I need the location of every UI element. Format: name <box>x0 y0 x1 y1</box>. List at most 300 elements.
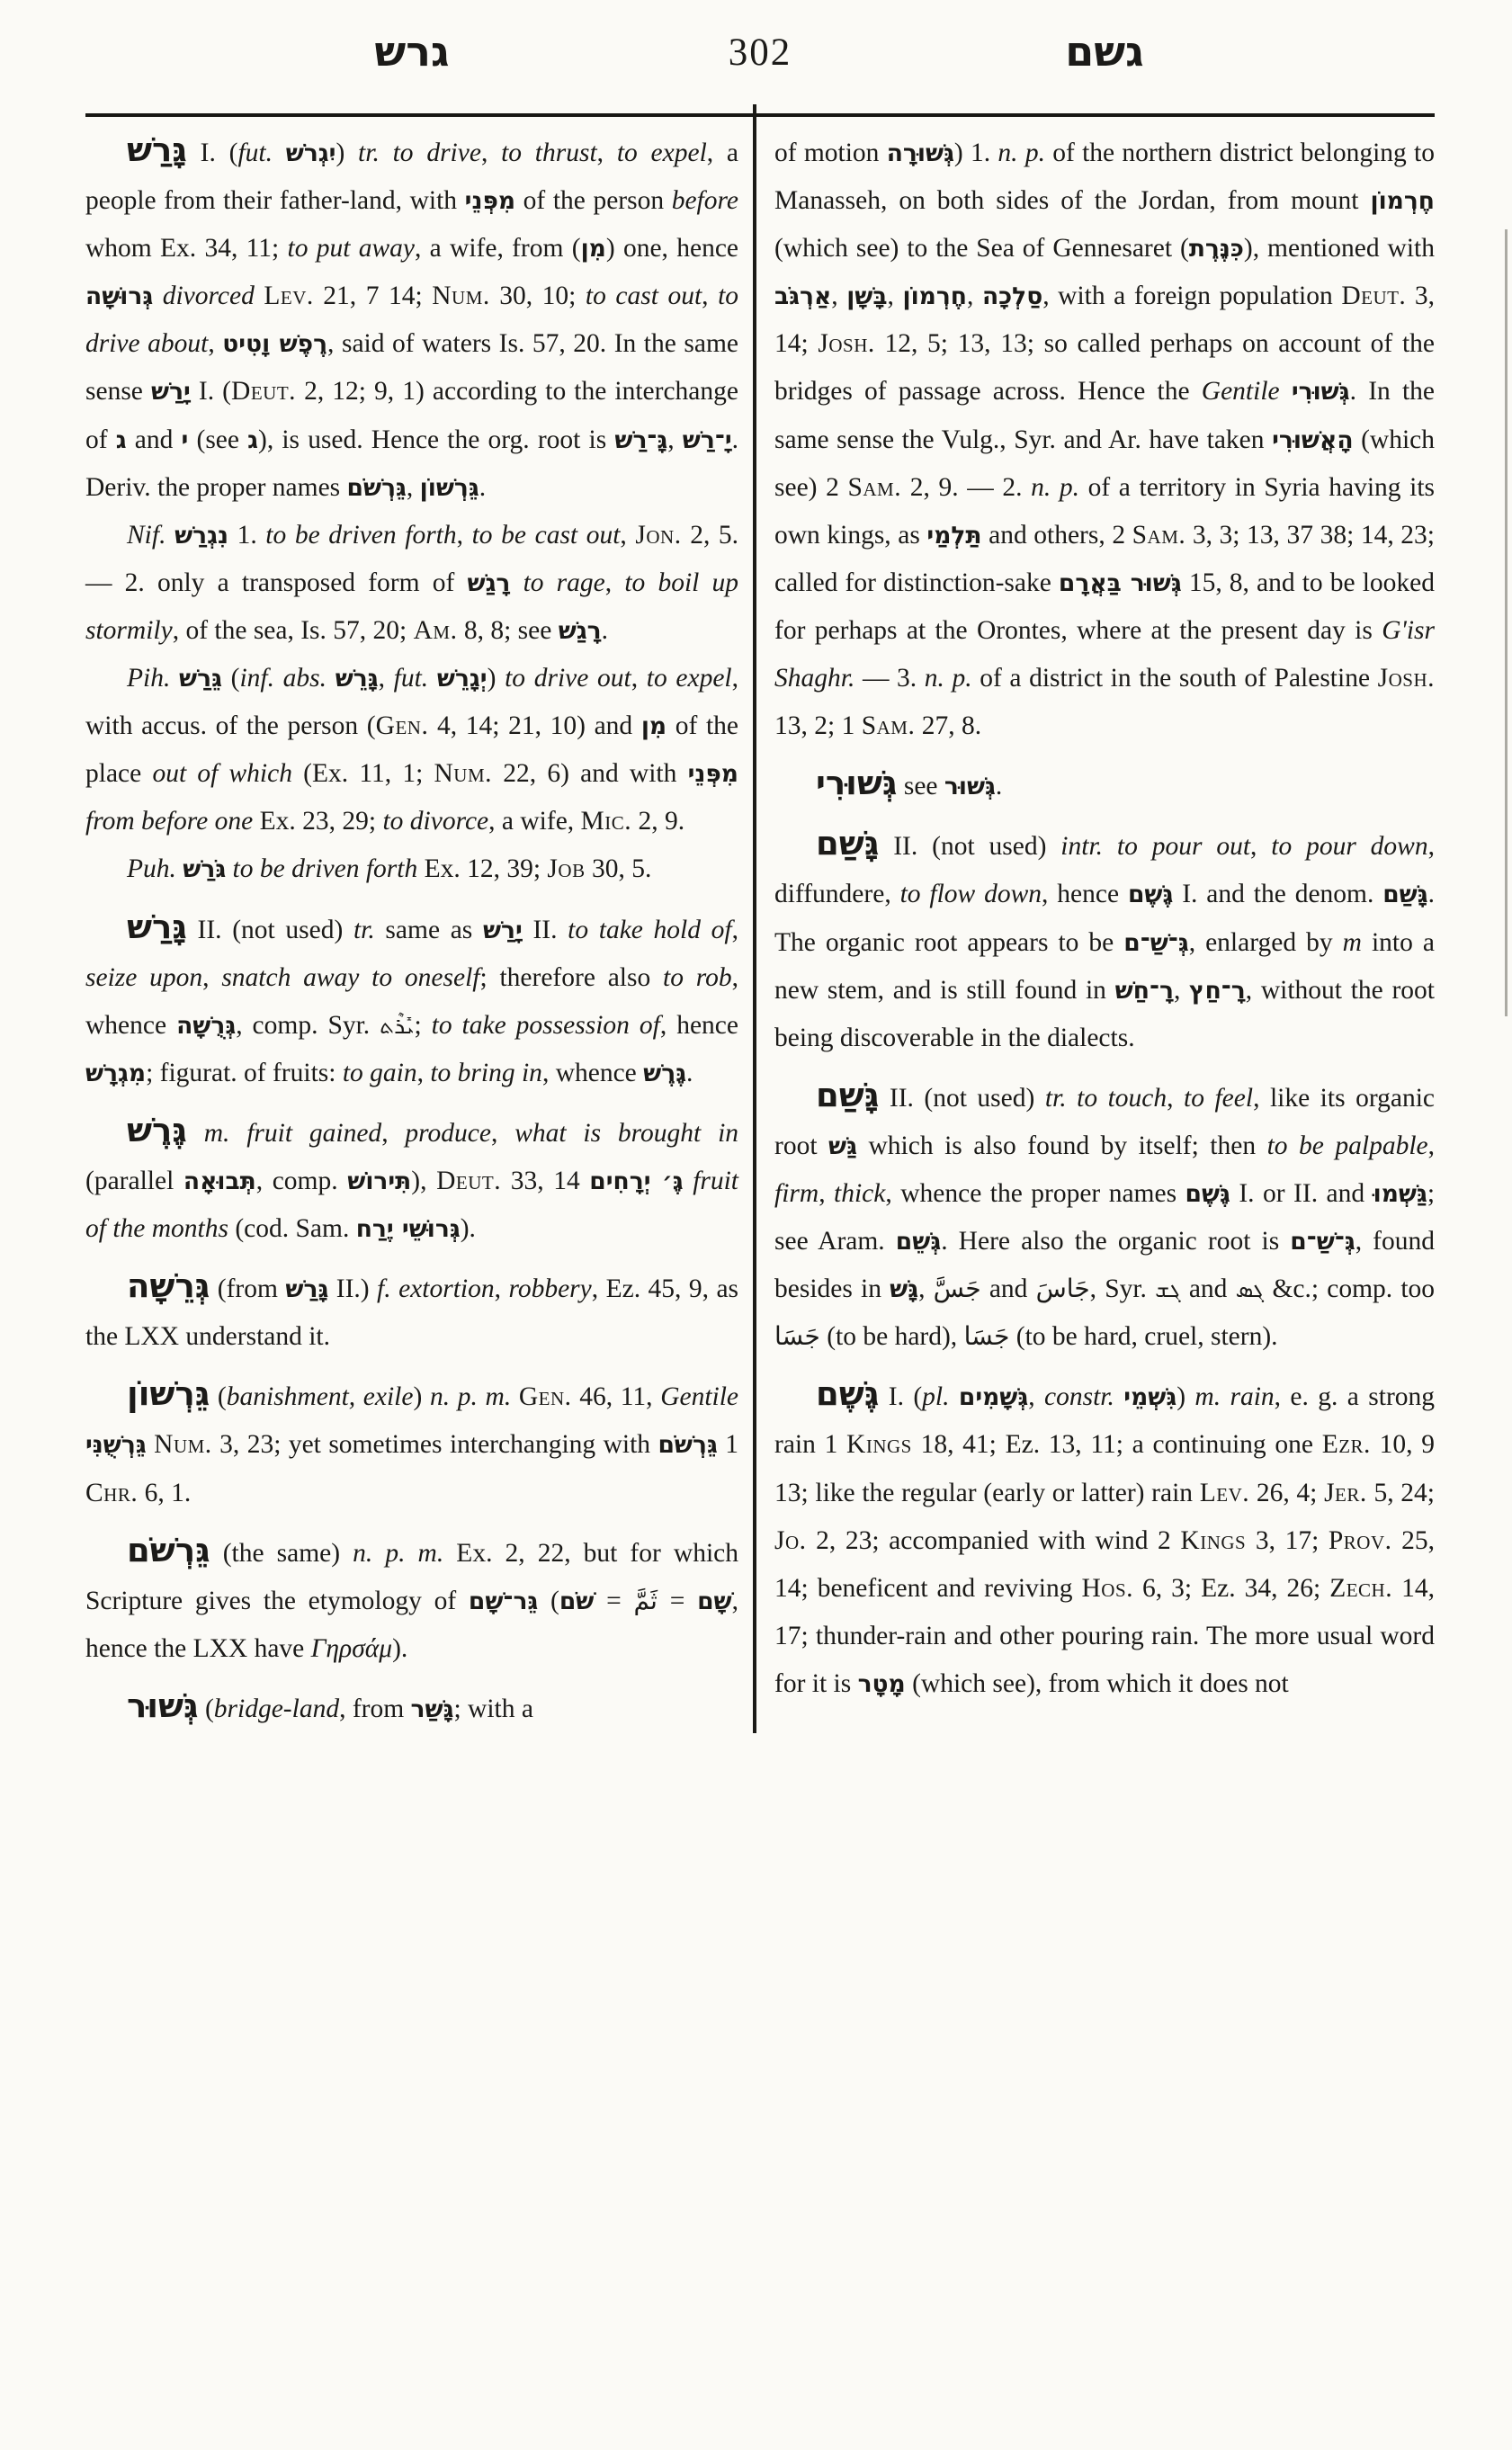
italic-text: n. p. m. <box>353 1538 444 1568</box>
hebrew-word: גָּשַׁר <box>410 1694 454 1723</box>
italic-text: n. p. <box>924 664 972 693</box>
text: which is also found by itself; then <box>856 1131 1267 1160</box>
hebrew-word: גֵּר־שָׁם <box>468 1587 539 1615</box>
hebrew-word: גֵּרְשֻׁנִּי <box>85 1431 147 1460</box>
paragraph <box>774 130 1435 750</box>
book-abbrev: Jon. <box>635 520 682 550</box>
italic-text: Nif. <box>127 520 166 550</box>
text: of the northern district belonging to Manasseh, on both sides of the Jordan, from mount <box>774 139 1436 216</box>
italic-text: m <box>1342 927 1362 957</box>
hebrew-word: שֹׁם <box>559 1587 595 1615</box>
text: . In the same sense the Vulg., Syr. and Ar. have taken <box>774 377 1435 454</box>
italic-text: tr. to touch <box>1044 1083 1168 1113</box>
headword-hebrew: גְּשׁוּר <box>127 1685 199 1725</box>
text <box>327 664 336 693</box>
book-abbrev: Deut. <box>436 1166 502 1195</box>
hebrew-word: גֵּרַשׁ <box>179 665 222 693</box>
italic-text: to drive out <box>505 664 631 693</box>
text: and <box>126 425 182 454</box>
italic-text: Pih. <box>127 664 171 693</box>
header-keyword-left: גרש <box>374 27 450 76</box>
text: 30, 5. <box>585 854 652 884</box>
hebrew-word: ג <box>115 425 127 454</box>
text: , diffundere, <box>774 832 1435 909</box>
hebrew-word: גְּשׁוּרָה <box>886 139 954 167</box>
italic-text: to take possession of <box>431 1010 660 1040</box>
headword-hebrew: גְּרֵשָׁה <box>127 1266 210 1306</box>
hebrew-word: תַּלְמַי <box>926 521 982 550</box>
text: , <box>381 1118 406 1148</box>
headword-hebrew: גָּרַשׁ <box>127 907 187 946</box>
italic-text: what is brought in <box>514 1118 739 1148</box>
text: 2, 5. — 2. only a transposed form of <box>85 520 739 597</box>
book-abbrev: Jer. <box>1324 1478 1367 1507</box>
text: , Ez. 45, 9, as the LXX understand it. <box>85 1274 739 1352</box>
text: , Syr. <box>1089 1274 1156 1304</box>
hebrew-word: גַּשְׁמוּ <box>1373 1179 1427 1208</box>
text: , <box>406 472 420 502</box>
hebrew-word: מִגְרָשׁ <box>85 1059 147 1087</box>
text: — 3. <box>854 664 925 693</box>
italic-text: to be driven forth <box>265 520 457 550</box>
paragraph <box>85 845 738 893</box>
text: (which see) to the Sea of Gennesaret ( <box>774 234 1189 264</box>
text: , whence the proper names <box>885 1178 1185 1208</box>
text: , <box>831 282 847 311</box>
italic-text: to be palpable <box>1266 1131 1428 1160</box>
text: , <box>456 520 472 550</box>
text: (which see) 2 <box>774 425 1435 502</box>
hebrew-word: נִגְרַשׁ <box>174 521 228 550</box>
headword-hebrew: גֶּשֶׁם <box>816 1374 880 1414</box>
headword-hebrew: גְּשׁוּרִי <box>816 764 898 803</box>
text: ) <box>1176 1382 1195 1412</box>
text: 33, 14 <box>501 1166 590 1195</box>
text: 22, 6) and with <box>492 759 688 789</box>
hebrew-word: גְּ־שַׁ־ם <box>1123 928 1189 957</box>
text: 3, 17; <box>1246 1525 1329 1555</box>
hebrew-word: כִּנֶּרֶת <box>1188 235 1244 264</box>
page-number: 302 <box>728 31 792 74</box>
headword-hebrew: גֶּרֶשׁ <box>127 1110 187 1149</box>
text: , <box>378 664 394 693</box>
text: 30, 10; <box>489 282 586 311</box>
italic-text: n. p. <box>1031 472 1079 502</box>
text: 18, 41; Ez. 13, 11; a continuing one <box>911 1430 1322 1460</box>
book-abbrev: Num. <box>434 759 493 789</box>
hebrew-word: יְגָרֵשׁ <box>436 665 488 693</box>
page-content <box>85 0 1435 1733</box>
text <box>511 1382 519 1411</box>
hebrew-word: מִפְּנֵי <box>687 760 738 789</box>
hebrew-word: גָּרַשׁ <box>285 1275 329 1304</box>
italic-text: m. fruit gained <box>203 1118 382 1148</box>
entry-paragraph <box>774 823 1435 1061</box>
paragraph <box>85 512 738 655</box>
text: 3, 14; <box>774 282 1435 359</box>
text: (from <box>210 1274 286 1304</box>
text: 6, 1. <box>138 1478 192 1507</box>
text: ), mentioned with <box>1243 234 1435 264</box>
entry-paragraph <box>85 907 738 1097</box>
text: see <box>897 772 944 801</box>
text: , hence the LXX have <box>85 1586 738 1663</box>
text: ; therefore also <box>479 962 664 992</box>
text: ). <box>460 1214 476 1244</box>
headword-hebrew: גָּשַׁם <box>816 824 880 863</box>
text: , <box>967 282 982 311</box>
text: 1. <box>228 520 266 550</box>
text: 15, 8, and to be looked for perhaps at the Orontes, where at the present day is <box>774 568 1435 645</box>
italic-text: G'isr Shaghr. <box>774 615 1435 693</box>
text: , <box>731 915 738 944</box>
italic-text: fut. <box>237 139 273 167</box>
text: , <box>1250 832 1272 862</box>
text: 10, 9 13; like the regular (early or latter) rain <box>774 1430 1435 1507</box>
text: II. <box>522 915 568 944</box>
text: . <box>686 1058 693 1087</box>
hebrew-word: מִן <box>640 712 667 741</box>
book-abbrev: Josh. <box>818 329 875 359</box>
italic-text: Gentile <box>1201 377 1280 407</box>
book-abbrev: Lev. <box>1199 1478 1250 1507</box>
text: Ex. 12, 39; <box>417 854 548 884</box>
text: ( <box>198 1694 214 1723</box>
arabic-word: جَسَّ <box>933 1274 981 1304</box>
text: same as <box>374 915 483 944</box>
text: (to be hard), <box>819 1322 964 1352</box>
italic-text: banishment, exile <box>226 1382 414 1412</box>
hebrew-word: גֵּרְשֹׁם <box>658 1431 718 1460</box>
syriac-word: ܓܫ <box>1155 1276 1181 1303</box>
paragraph <box>85 655 738 845</box>
text: I. ( <box>190 377 232 407</box>
text: ; see Aram. <box>774 1178 1436 1256</box>
italic-text: Puh. <box>127 854 176 884</box>
text: of a territory in Syria having its own kings, as <box>774 472 1436 550</box>
text: , <box>631 664 647 693</box>
italic-text: constr. <box>1044 1382 1114 1412</box>
hebrew-word: אַרְגֹּב <box>774 282 832 311</box>
text: , found besides in <box>774 1227 1435 1304</box>
text: I. ( <box>186 139 238 167</box>
text: , of the sea, Is. 57, 20; <box>172 615 414 645</box>
text: , with a foreign population <box>1042 282 1342 311</box>
italic-text: to cast out <box>585 282 702 311</box>
italic-text: to boil up stormily <box>85 568 739 645</box>
text: (parallel <box>85 1166 183 1195</box>
headword-hebrew: גֵּרְשֹׁם <box>127 1530 210 1569</box>
entry-paragraph <box>85 1530 738 1673</box>
hebrew-word: גְּרוּשֵׁי יֶרַח <box>355 1215 461 1244</box>
text <box>187 1119 204 1148</box>
hebrew-word: יָרַשׁ <box>150 378 191 407</box>
text <box>170 664 179 693</box>
hebrew-word: תְּבוּאָה <box>183 1167 256 1195</box>
text-columns <box>85 117 1435 1733</box>
page-header <box>85 0 1435 113</box>
text <box>226 854 232 883</box>
text: , <box>494 1274 509 1304</box>
italic-text: snatch away to oneself <box>221 962 480 992</box>
text <box>510 568 523 597</box>
text: , with accus. of the person ( <box>85 664 738 741</box>
hebrew-word: גֶּשֶׁם <box>1185 1179 1230 1208</box>
text: ( <box>538 1586 559 1615</box>
book-abbrev: Kings <box>846 1430 912 1460</box>
hebrew-word: גֹּרַשׁ <box>183 855 227 884</box>
italic-text: to pour down <box>1271 832 1428 862</box>
book-abbrev: Hos. <box>1081 1573 1134 1603</box>
text: 1 <box>717 1430 739 1460</box>
text: , <box>1167 1083 1185 1113</box>
text: 3, 23; yet sometimes interchanging with <box>211 1430 658 1460</box>
syriac-word: ܓܣ <box>1235 1276 1265 1303</box>
text <box>949 1382 958 1411</box>
hebrew-word: גְּשׁוּר בַּאֲרָם <box>1058 568 1182 597</box>
book-abbrev: Gen. <box>518 1382 572 1412</box>
entry-paragraph <box>85 1685 738 1733</box>
italic-text: intr. to pour out <box>1060 832 1251 862</box>
text: 21, 7 14; <box>313 282 433 311</box>
text: 27, 8. <box>915 711 982 741</box>
text: of the place <box>85 711 738 789</box>
text: ) one, hence <box>605 234 738 264</box>
text: , <box>1028 1382 1045 1412</box>
arabic-word: جَسَا <box>774 1321 820 1352</box>
text: ) <box>487 664 505 693</box>
italic-text: to be driven forth <box>232 854 418 884</box>
text: ( <box>210 1382 227 1412</box>
text: 46, 11, <box>571 1382 661 1412</box>
book-abbrev: Gen. <box>375 711 429 741</box>
hebrew-word: גָּרֵשׁ <box>335 665 379 693</box>
text: ). <box>392 1633 408 1663</box>
italic-text: Gentile <box>660 1382 739 1412</box>
text: , whence <box>541 1058 644 1087</box>
text <box>147 1430 154 1459</box>
italic-text: to take hold of <box>568 915 732 944</box>
book-abbrev: Sam. <box>1132 520 1186 550</box>
hebrew-word: גֶּרֶשׁ <box>643 1059 687 1087</box>
text: ; <box>414 1010 432 1040</box>
text: , <box>604 568 625 597</box>
text: , <box>702 282 719 311</box>
text: and others, 2 <box>981 520 1132 550</box>
syriac-word: ܝܺܪܶܬ <box>380 1012 415 1039</box>
book-abbrev: Sam. <box>861 711 916 741</box>
text: , <box>1173 975 1190 1005</box>
text: , <box>918 1274 934 1304</box>
text: 5, 24; <box>1366 1478 1435 1507</box>
italic-text: f. extortion <box>377 1274 495 1304</box>
hebrew-word: ג <box>247 425 258 454</box>
text <box>1221 1382 1230 1411</box>
text: ) <box>336 139 359 167</box>
text: . <box>601 615 608 645</box>
text: (Ex. 11, 1; <box>291 759 434 789</box>
right-column <box>774 130 1435 1733</box>
italic-text: robbery <box>508 1274 592 1304</box>
text: 13, 2; 1 <box>774 711 862 741</box>
entry-paragraph <box>774 1373 1435 1708</box>
headword-hebrew: גָּרַשׁ <box>127 130 187 169</box>
text: , <box>1427 1131 1435 1160</box>
text: ), <box>411 1166 437 1195</box>
book-abbrev: Num. <box>432 282 490 311</box>
hebrew-word: יִגְרֹשׁ <box>285 139 336 167</box>
italic-text: from before one <box>85 807 254 836</box>
hebrew-word: יָ־רַשׁ <box>682 425 732 454</box>
text <box>153 282 163 310</box>
text: , comp. <box>255 1166 348 1195</box>
hebrew-word: גַּשׁ <box>828 1131 857 1160</box>
hebrew-word: גְּרוּשָׁה <box>85 282 154 311</box>
text: , a wife, <box>488 807 581 836</box>
italic-text: to drive about <box>85 282 739 359</box>
hebrew-word: גָּ־רַשׁ <box>614 425 668 454</box>
arabic-word: جَاسَ <box>1035 1274 1090 1304</box>
text: 26, 4; <box>1249 1478 1325 1507</box>
italic-text: fruit of the months <box>85 1166 739 1244</box>
text <box>428 664 437 693</box>
text: 2, 9. <box>631 807 685 836</box>
text: (which see), from which it does not <box>905 1668 1289 1698</box>
text <box>255 282 264 310</box>
hebrew-word: מִפְּנֵי <box>464 187 516 216</box>
book-abbrev: Deut. <box>1341 282 1407 311</box>
italic-text: divorced <box>162 282 255 311</box>
text: 25, 14; beneficent and reviving <box>774 1525 1435 1603</box>
text: whom Ex. 34, 11; <box>85 234 288 264</box>
text: , <box>596 139 617 167</box>
text: 4, 14; 21, 10) and <box>428 711 641 741</box>
italic-text: rain <box>1230 1382 1275 1412</box>
book-abbrev: Chr. <box>85 1478 139 1507</box>
book-abbrev: Deut. <box>231 377 297 407</box>
italic-text: to flow down <box>899 880 1042 909</box>
italic-text: to put away <box>287 234 415 264</box>
italic-text: n. p. <box>998 139 1045 167</box>
italic-text: to divorce <box>382 807 489 836</box>
text: 14, 17; thunder-rain and other pouring rain. The more usual word for it is <box>774 1573 1435 1698</box>
text: of motion <box>774 139 887 167</box>
text: I. and the denom. <box>1173 880 1383 909</box>
text: 2, 9. — 2. <box>901 472 1032 502</box>
text: ; with a <box>453 1694 533 1723</box>
text: , comp. Syr. <box>236 1010 380 1040</box>
hebrew-word: רָ־חַץ <box>1189 976 1246 1005</box>
text: . Deriv. the proper names <box>85 425 739 502</box>
text: 12, 5; 13, 13; so called perhaps on account of the bridges of passage across. Hence the <box>774 329 1435 407</box>
book-abbrev: Job <box>547 854 586 884</box>
italic-text: before <box>671 186 738 216</box>
text: , hence <box>1042 880 1128 909</box>
hebrew-word: חֶרְמוֹן <box>902 282 968 311</box>
text: , <box>887 282 903 311</box>
hebrew-word: גָּשׁ <box>890 1275 919 1304</box>
left-column <box>85 130 753 1733</box>
text: , a wife, from ( <box>415 234 581 264</box>
hebrew-word: גֶּשֶׁם <box>1127 881 1174 909</box>
text: . Here also the organic root is <box>941 1227 1291 1256</box>
text: of the person <box>515 186 672 216</box>
text: , hence <box>659 1010 738 1040</box>
text: , <box>620 520 636 550</box>
italic-text: seize upon <box>85 962 203 992</box>
italic-text: m. <box>1194 1382 1221 1412</box>
hebrew-word: תִּירוֹשׁ <box>347 1167 412 1195</box>
headword-hebrew: גֵּרְשׁוֹן <box>127 1374 210 1414</box>
text <box>1114 1382 1123 1411</box>
text: II.) <box>328 1274 378 1304</box>
text: 2, 23; accompanied with wind 2 <box>806 1525 1181 1555</box>
text: , enlarged by <box>1188 927 1343 957</box>
entry-paragraph <box>85 1265 738 1361</box>
book-abbrev: Zech. <box>1329 1573 1393 1603</box>
text: 2, 12; 9, 1) according to the interchange of <box>85 377 738 454</box>
italic-text: to rage <box>523 568 605 597</box>
italic-text: firm <box>774 1178 819 1208</box>
text <box>684 1167 693 1195</box>
hebrew-word: שָׁם <box>697 1587 732 1615</box>
text: II. (not used) <box>186 915 353 944</box>
book-abbrev: Kings <box>1180 1525 1247 1555</box>
text: &c.; comp. too <box>1264 1274 1436 1304</box>
italic-text: tr. to drive <box>358 139 481 167</box>
italic-text: fut. <box>393 664 429 693</box>
hebrew-word: גְּשׁוּר <box>944 773 996 801</box>
text: Ex. 2, 22, but for which Scripture gives the etymology of <box>85 1538 738 1615</box>
hebrew-word: גְּ־שַׁ־ם <box>1290 1228 1355 1256</box>
hebrew-word: הָאֲשׁוּרִי <box>1272 425 1354 454</box>
text: (to be hard, cruel, stern). <box>1009 1322 1278 1352</box>
hebrew-word: גֶּ׳ יְרָחִים <box>589 1167 684 1195</box>
italic-text: to bring in <box>430 1058 542 1087</box>
text: and <box>980 1274 1036 1304</box>
text: I. ( <box>879 1382 923 1412</box>
text: , <box>490 1118 515 1148</box>
text: , <box>416 1058 431 1087</box>
text: into a new stem, and is still found in <box>774 927 1435 1005</box>
hebrew-word: גְּשֵׁם <box>895 1228 942 1256</box>
book-abbrev: Mic. <box>580 807 632 836</box>
text: , <box>819 1178 835 1208</box>
text: , without the root being discoverable in the dialects. <box>774 975 1436 1052</box>
arabic-word: ثَمَّ <box>633 1585 658 1615</box>
italic-text: to thrust <box>501 139 597 167</box>
text: ) 1. <box>953 139 998 167</box>
text: . <box>995 772 1003 801</box>
text: , <box>202 962 222 992</box>
text: , from <box>339 1694 411 1723</box>
text: 6, 3; Ez. 34, 26; <box>1133 1573 1330 1603</box>
hebrew-word: גֵּרְשֹׁם <box>346 473 407 502</box>
text: . <box>479 472 487 502</box>
hebrew-word: י <box>181 425 189 454</box>
book-abbrev: Lev. <box>264 282 314 311</box>
entry-paragraph <box>85 130 738 512</box>
italic-text: to rob <box>663 962 732 992</box>
text: II. (not used) <box>879 832 1061 862</box>
greek-word: Γηρσάμ <box>310 1633 393 1663</box>
text: ) <box>413 1382 430 1412</box>
text: and <box>1180 1274 1236 1304</box>
text <box>273 139 286 167</box>
book-abbrev: Am. <box>413 615 458 645</box>
text: of a district in the south of Palestine <box>971 664 1378 693</box>
text: I. or II. and <box>1230 1178 1373 1208</box>
